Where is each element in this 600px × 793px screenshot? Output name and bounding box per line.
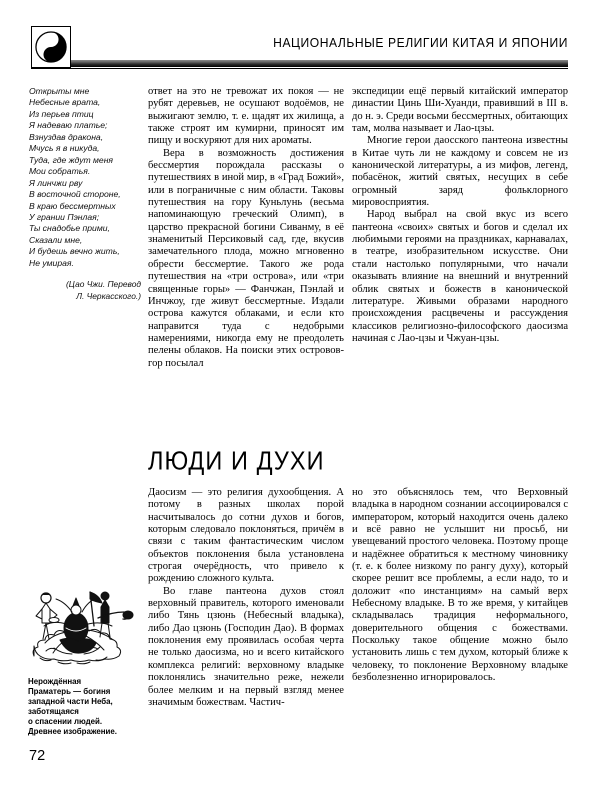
article-top-middle-column	[148, 86, 344, 370]
poem-line: И будешь вечно жить,	[29, 246, 120, 257]
caption-line: Нерождённая	[28, 677, 82, 686]
paragraph: Вера в возможность достижения бессмертия порождала рассказы о путешествиях в иной мир, в «Град Божий», или в пограничные с ним области. Таковы путешествия на гору Куньлунь (весьма напоминающую греческий Олимп), в царство прекрасной богини Сиванму, в её знаменитый Персиковый сад, где, вкусив замечательного плода, можно мгновенно обрести бессмертие. Такого же рода путешествия на «три острова», или «три священные горы» — Фанчжан, Пэнлай и Инчжоу, где живут бессмертные. Издали острова кажутся облаками, и если кто направится туда с недобрыми намерениями, никогда ему не преодолеть пелены облаков. На поиски этих островов-гор посылал	[148, 147, 344, 369]
poem-block	[29, 86, 141, 302]
page-title: НАЦИОНАЛЬНЫЕ РЕЛИГИИ КИТАЯ И ЯПОНИИ	[273, 34, 568, 50]
poem-line: У грании Пэнлая;	[29, 211, 100, 222]
poem-line: Ты снадобье прими,	[29, 223, 110, 234]
page-number: 72	[29, 748, 46, 764]
caption-line: о спасении людей.	[28, 717, 103, 727]
section-heading: ЛЮДИ И ДУХИ	[148, 446, 325, 476]
poem-line: Туда, где ждут меня	[29, 154, 114, 165]
poem-line: Взнуздав дракона,	[29, 131, 104, 142]
paragraph: ответ на это не тревожат их покоя — не рубят деревьев, не осушают водоёмов, не выжигают землю, т. е. щадят их жилища, а также строят им кумирни, приносят им пищу и воскуряют для них ароматы.	[148, 86, 344, 147]
poem-line: Небесные врата,	[29, 97, 101, 108]
caption-line: западной части Неба,	[28, 697, 113, 707]
poem-line: Сказали мне,	[29, 234, 83, 245]
paragraph: экспедиции ещё первый китайский император династии Цинь Ши-Хуанди, правивший в III в. до н. э. Среди восьми бессмертных, обитающих там, молва называет и Лао-цзы.	[352, 86, 568, 135]
caption-line: Древнее изображение.	[28, 727, 117, 737]
poem-line: Мои собратья.	[29, 166, 91, 177]
paragraph: Во главе пантеона духов стоял верховный правитель, которого именовали либо Тянь цзюнь (Небесный владыка), либо Дао цзюнь (Господин Дао). В формах поклонения ему проявилась особая черта не только даосизма, но и всего китайского комплекса религий: верховному владыке поклонялись значительно реже, нежели более мелким и на первый взгляд менее значимым божествам. Частич-	[148, 585, 344, 708]
yin-yang-emblem	[31, 26, 71, 68]
caption-line: заботящаяся	[28, 707, 79, 717]
header-rule-gradient	[71, 60, 568, 67]
poem-attribution	[29, 279, 141, 302]
poem-line: Открыты мне	[29, 86, 90, 96]
illustration-goddess-xiwangmu	[20, 578, 142, 674]
paragraph: но это объяснялось тем, что Верховный владыка в народном сознании ассоциировался с императором, который находится очень далеко и всё равно не услышит ни просьб, ни увещеваний простого человека. Поэтому проще и надёжнее обратиться к местному чиновнику (т. е. к более низкому по рангу духу), который скорее решит все проблемы, а если надо, то и доложит «по инстанциям» на самый верх Небесному владыке. В то же время, у китайцев складывалась традиция неформального, доверительного общения с божествами. Поскольку такое общение можно было установить лишь с тем духом, который ближе к человеку, то поклонение Верховному владыке безболезненно игнорировалось.	[352, 487, 568, 684]
poem-attribution-line: Л. Черкасского.)	[76, 290, 141, 301]
engraving-artwork	[20, 578, 142, 674]
caption-line: Праматерь — богиня	[28, 687, 111, 697]
poem-line: Мчусь я в никуда,	[29, 143, 100, 154]
poem-line: Из перьев птиц	[29, 108, 94, 119]
poem-attribution-line: (Цао Чжи. Перевод	[65, 279, 141, 290]
poem-line: В краю бессмертных	[29, 200, 116, 211]
article-top-right-column	[352, 86, 568, 345]
section-middle-column	[148, 487, 344, 709]
paragraph: Многие герои даосского пантеона известны в Китае чуть ли не каждому и совсем не из канонической литературы, а из мифов, легенд, побасёнок, житий святых, несущих в себе огромный заряд фольклорного мировосприятия.	[352, 135, 568, 209]
yin-yang-icon	[35, 31, 67, 63]
section-right-column	[352, 487, 568, 685]
page-header	[0, 0, 600, 72]
poem-line: Я линчжи рву	[29, 177, 83, 188]
header-rule-line	[31, 68, 568, 70]
paragraph: Народ выбрал на свой вкус из всего пантеона «своих» святых и богов и сделал их любимыми героями на праздниках, карнавалах, в театре, изобразительном искусстве. Они стали настолько популярными, что начали оказывать влияние на внешний и внутренний облик святых и божеств в канонической литературе. Живыми образами народного происхождения расцвечены и рассуждения классиков религиозно-философского даосизма начиная с Лао-цзы и Чжуан-цзы.	[352, 209, 568, 344]
poem-line: Не умирая.	[29, 257, 74, 268]
paragraph: Даосизм — это религия духообщения. А потому в разных школах порой насчитывалось до сотни духов и богов, которым следовало поклоняться, причём в связи с таким фантастическим числом объектов поклонения была установлена строгая очерёдность, что привело к рождению сложного культа.	[148, 487, 344, 585]
poem-line: Я надеваю платье;	[29, 120, 108, 131]
illustration-caption	[28, 677, 146, 738]
poem-line: В восточной стороне,	[29, 189, 121, 200]
